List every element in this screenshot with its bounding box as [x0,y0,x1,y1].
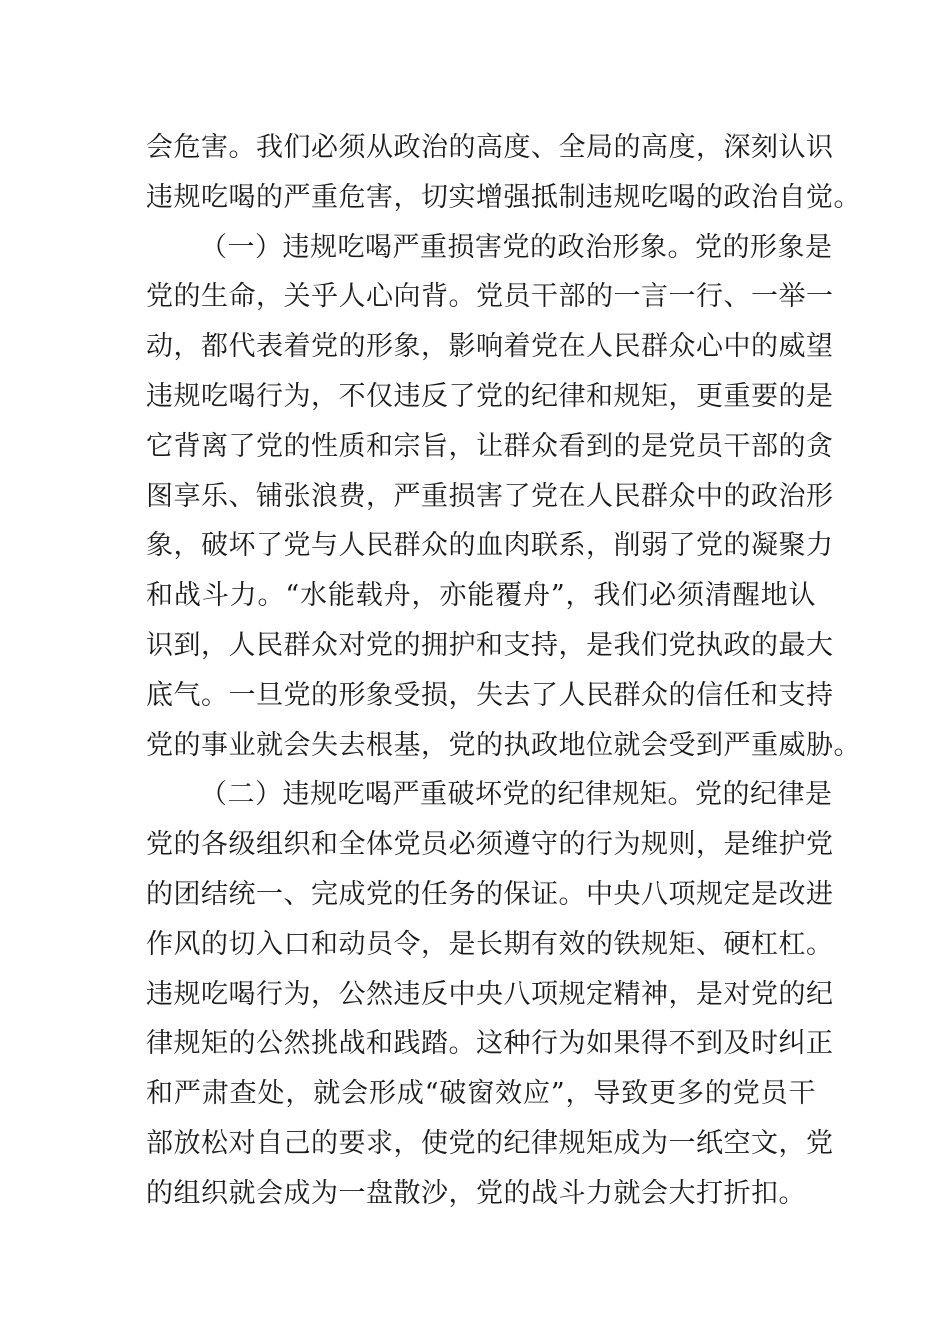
text-line: 律规矩的公然挑战和践踏。这种行为如果得不到及时纠正 [146,1028,834,1060]
text-line: 图享乐、铺张浪费，严重损害了党在人民群众中的政治形 [146,480,834,512]
text-line: 部放松对自己的要求，使党的纪律规矩成为一纸空文，党 [146,1127,834,1159]
text-line: 作风的切入口和动员令，是长期有效的铁规矩、硬杠杠。 [146,928,834,960]
text-line: 违规吃喝行为，公然违反中央八项规定精神，是对党的纪 [146,978,834,1010]
section-heading-line: （二）违规吃喝严重破坏党的纪律规矩。党的纪律是 [200,779,833,811]
text-line: 党的生命，关乎人心向背。党员干部的一言一行、一举一 [146,281,834,313]
text-line: 象，破坏了党与人民群众的血肉联系，削弱了党的凝聚力 [146,530,834,562]
text-line: 党的事业就会失去根基，党的执政地位就会受到严重威胁。 [146,729,861,761]
text-line: 违规吃喝的严重危害，切实增强抵制违规吃喝的政治自觉。 [146,181,861,213]
text-line: 底气。一旦党的形象受损，失去了人民群众的信任和支持 [146,679,834,711]
text-line: 和战斗力。“水能载舟，亦能覆舟”，我们必须清醒地认 [146,580,816,612]
text-line: 的组织就会成为一盘散沙，党的战斗力就会大打折扣。 [146,1177,806,1209]
text-line: 党的各级组织和全体党员必须遵守的行为规则，是维护党 [146,829,834,861]
text-line: 动，都代表着党的形象，影响着党在人民群众心中的威望 [146,331,834,363]
text-line: 会危害。我们必须从政治的高度、全局的高度，深刻认识 [146,132,834,163]
text-line: 和严肃查处，就会形成“破窗效应”，导致更多的党员干 [146,1078,816,1110]
text-line: 违规吃喝行为，不仅违反了党的纪律和规矩，更重要的是 [146,380,834,412]
text-line: 的团结统一、完成党的任务的保证。中央八项规定是改进 [146,878,834,910]
section-heading-line: （一）违规吃喝严重损害党的政治形象。党的形象是 [200,231,833,263]
body-text [146,123,861,1219]
text-line: 识到，人民群众对党的拥护和支持，是我们党执政的最大 [146,629,834,661]
text-line: 它背离了党的性质和宗旨，让群众看到的是党员干部的贪 [146,430,834,462]
